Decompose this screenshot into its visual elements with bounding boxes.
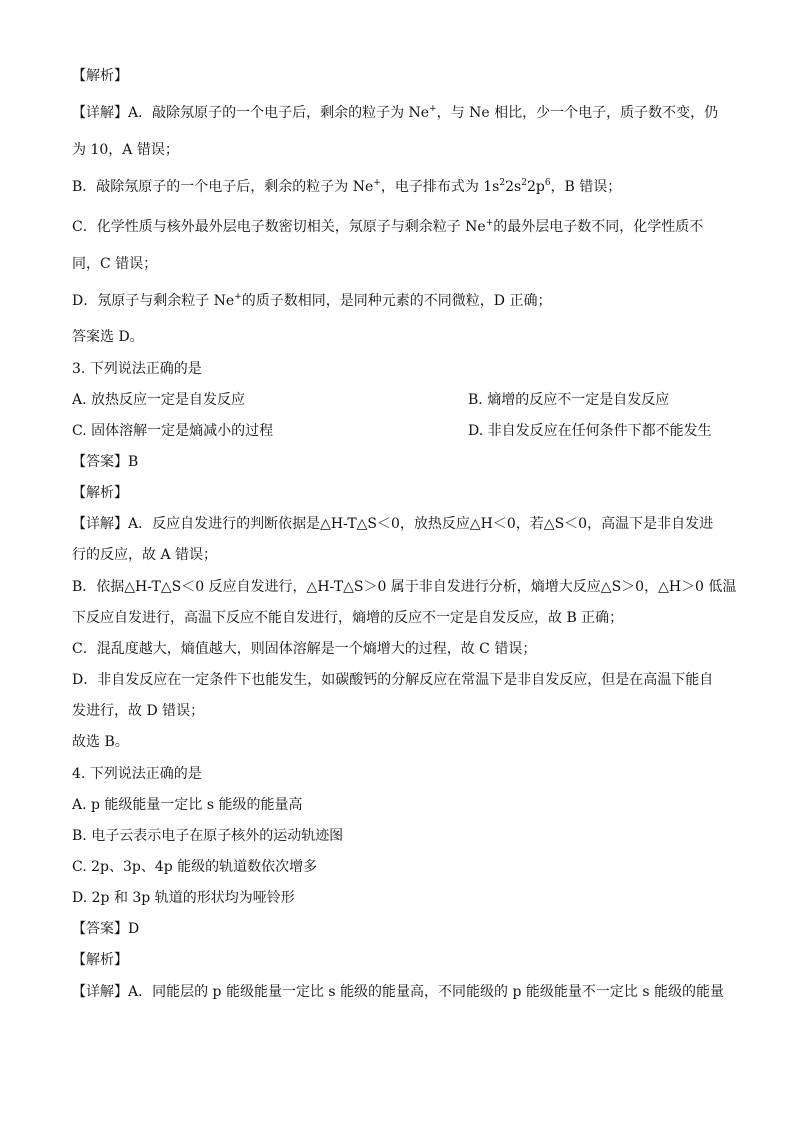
answer-line: 故选 B。 bbox=[72, 734, 129, 750]
detail-line: D．非自发反应在一定条件下也能发生，如碳酸钙的分解反应在常温下是非自发反应，但是在高温下能自 bbox=[72, 672, 714, 688]
detail-line: D．氖原子与剩余粒子 Ne+的质子数相同，是同种元素的不同微粒，D 正确； bbox=[72, 292, 552, 309]
question-stem: 3. 下列说法正确的是 bbox=[72, 361, 202, 377]
section-label-jiexi: 【解析】 bbox=[72, 485, 128, 501]
option-a: A. 放热反应一定是自发反应 bbox=[72, 392, 246, 408]
answer-label: 【答案】D bbox=[72, 921, 140, 937]
section-label-jiexi: 【解析】 bbox=[72, 952, 128, 968]
option-d: D. 非自发反应在任何条件下都不能发生 bbox=[468, 423, 712, 439]
superscript: 6 bbox=[544, 178, 551, 188]
option-b: B. 熵增的反应不一定是自发反应 bbox=[468, 392, 670, 408]
detail-line: 下反应自发进行，高温下反应不能自发进行，熵增的反应不一定是自发反应，故 B 正确； bbox=[72, 610, 624, 626]
detail-line: 【详解】A．同能层的 p 能级能量一定比 s 能级的能量高，不同能级的 p 能级能量不一定比 s 能级的能量 bbox=[72, 984, 725, 1000]
detail-line: 【详解】A．敲除氖原子的一个电子后，剩余的粒子为 Ne+，与 Ne 相比，少一个电子，质子数不变，仍 bbox=[72, 104, 719, 121]
option-row bbox=[72, 391, 670, 409]
answer-label: 【答案】B bbox=[72, 454, 139, 470]
question-stem: 4. 下列说法正确的是 bbox=[72, 766, 202, 782]
detail-line: 【详解】A．反应自发进行的判断依据是△H-T△S＜0，放热反应△H＜0，若△S＜0，高温下是非自发进 bbox=[72, 516, 714, 532]
detail-line: C．化学性质与核外最外层电子数密切相关，氖原子与剩余粒子 Ne+的最外层电子数不同，化学性质不 bbox=[72, 218, 704, 235]
detail-line: C．混乱度越大，熵值越大，则固体溶解是一个熵增大的过程，故 C 错误； bbox=[72, 641, 537, 657]
detail-line: 发进行，故 D 错误； bbox=[72, 703, 205, 719]
superscript: + bbox=[429, 104, 437, 114]
option-row bbox=[72, 422, 712, 440]
section-label-jiexi: 【解析】 bbox=[72, 68, 128, 84]
detail-line: B．依据△H-T△S＜0 反应自发进行，△H-T△S＞0 属于非自发进行分析，熵增大反应△S＞0，△H＞0 低温 bbox=[72, 579, 737, 595]
detail-line: 行的反应，故 A 错误； bbox=[72, 547, 218, 563]
superscript: + bbox=[373, 178, 381, 188]
detail-line: B．敲除氖原子的一个电子后，剩余的粒子为 Ne+，电子排布式为 $1s^22s^22p^6$，B 错误； bbox=[72, 178, 622, 195]
option-d: D. 2p 和 3p 轨道的形状均为哑铃形 bbox=[72, 890, 295, 906]
answer-line: 答案选 D。 bbox=[72, 329, 144, 345]
superscript: 2 bbox=[499, 178, 506, 188]
option-b: B. 电子云表示电子在原子核外的运动轨迹图 bbox=[72, 828, 344, 844]
superscript: + bbox=[234, 292, 242, 302]
option-c: C. 固体溶解一定是熵减小的过程 bbox=[72, 423, 274, 439]
option-a: A. p 能级能量一定比 s 能级的能量高 bbox=[72, 797, 303, 813]
superscript: 2 bbox=[521, 178, 527, 188]
option-c: C. 2p、3p、4p 能级的轨道数依次增多 bbox=[72, 859, 318, 875]
detail-line: 同，C 错误； bbox=[72, 256, 158, 272]
detail-line: 为 10，A 错误； bbox=[72, 142, 179, 158]
superscript: + bbox=[485, 218, 494, 228]
